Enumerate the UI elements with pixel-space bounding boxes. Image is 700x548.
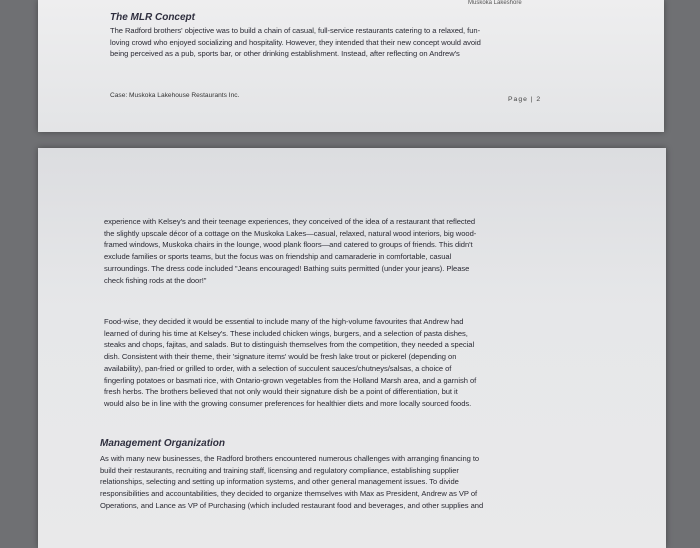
text-line: Food-wise, they decided it would be essential to include many of the high-volume favourites that Andrew had [104, 317, 464, 326]
text-line: experience with Kelsey's and their teenage experiences, they conceived of the idea of a restaurant that reflected [104, 217, 476, 226]
text-line: relationships, selecting and setting up information systems, and other general management issues. To divide [100, 477, 459, 487]
document-page-bottom [38, 148, 666, 548]
text-line: check fishing rods at the door!" [104, 275, 207, 285]
text-line: fingerling potatoes or basmati rice, with Ontario-grown vegetables from the Holland Marsh area, and a garnish of [104, 375, 477, 385]
paragraph-food [104, 316, 476, 410]
document-page-top [38, 0, 664, 132]
text-line: Operations, and Lance as VP of Purchasing (which included restaurant food and beverages, and other supplies and [100, 500, 484, 510]
text-line: availability), pan-fried or grilled to order, with a selection of succulent sauces/chutneys/salsas, a choice of [104, 363, 452, 373]
paragraph-management [100, 453, 483, 512]
text-line: As with many new businesses, the Radford brothers encountered numerous challenges with arranging financing to [100, 454, 480, 463]
section-title-concept: The MLR Concept [110, 12, 195, 23]
page-number: Page | 2 [508, 96, 542, 103]
text-line: learned of during his time at Kelsey's. These included chicken wings, burgers, and a selection of pasta dishes, [104, 328, 468, 338]
text-line: being perceived as a pub, sports bar, or other drinking establishment. Instead, after reflecting on Andrew's [110, 49, 460, 59]
text-line: the slightly upscale décor of a cottage on the Muskoka Lakes—casual, relaxed, natural wood interiors, big wood- [104, 228, 477, 238]
text-line: loving crowd who enjoyed socializing and hospitality. However, they intended that their new concept would avoid [110, 37, 481, 47]
running-header: Muskoka Lakeshore [468, 0, 522, 4]
text-line: build their restaurants, recruiting and training staff, licensing and regulatory compliance, establishing supplier [100, 465, 459, 475]
paragraph-concept-intro [110, 25, 481, 60]
footer-case-name: Case: Muskoka Lakehouse Restaurants Inc. [110, 92, 240, 99]
text-line: The Radford brothers' objective was to build a chain of casual, full-service restaurants catering to a relaxed, fun- [110, 26, 481, 35]
text-line: surroundings. The dress code included "Jeans encouraged! Bathing suits permitted (under your jeans). Please [104, 263, 470, 273]
text-line: framed windows, Muskoka chairs in the lounge, wood plank floors—and catered to groups of friends. This didn't [104, 240, 473, 250]
text-line: steaks and chops, fajitas, and salads. But to distinguish themselves from the competition, they needed a special [104, 340, 475, 350]
section-title-management: Management Organization [100, 438, 226, 449]
text-line: fresh herbs. The brothers believed that not only would their signature dish be a point of differentiation, but it [104, 387, 458, 397]
text-line: would also be in line with the growing consumer preferences for healthier diets and more locally sourced foods. [104, 398, 472, 408]
paragraph-cottage-theme [104, 216, 476, 286]
text-line: exclude families or sports teams, but the focus was on friendship and camaraderie in comfortable, casual [104, 252, 452, 262]
text-line: responsibilities and accountabilities, they decided to organize themselves with Max as President, Andrew as VP of [100, 489, 478, 499]
text-line: dish. Consistent with their theme, their 'signature items' would be fresh lake trout or pickerel (depending on [104, 352, 457, 362]
